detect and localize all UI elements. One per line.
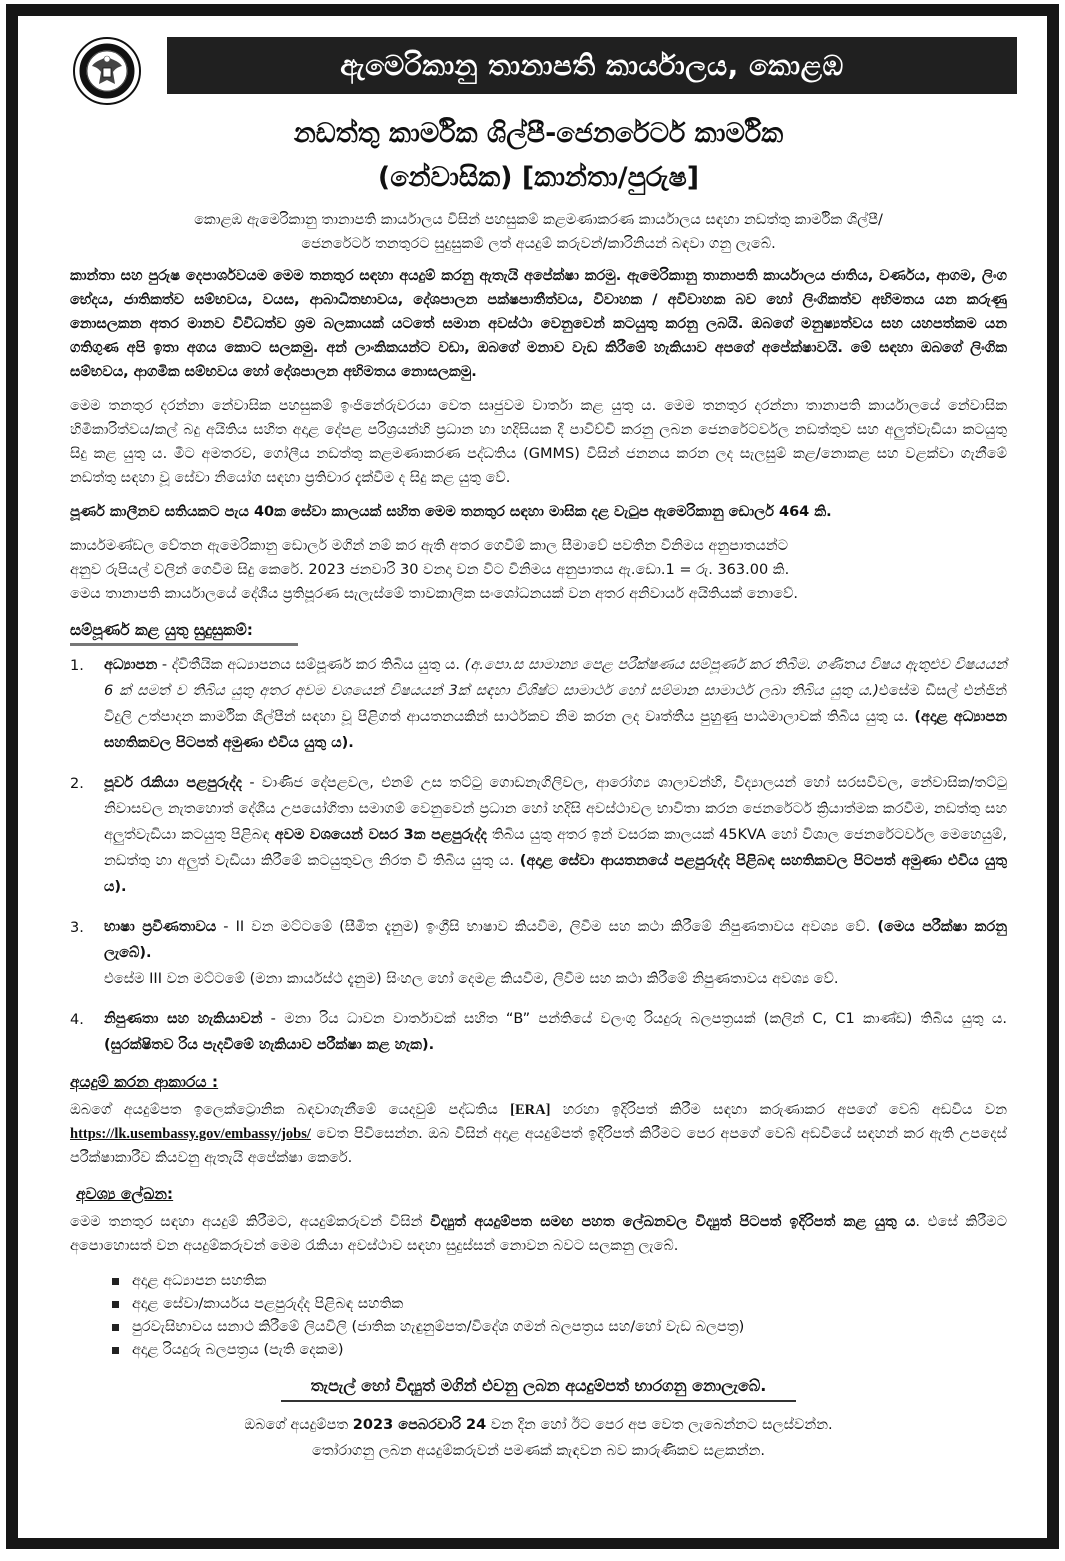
page-body xyxy=(18,16,1047,1538)
list-item-text: අදාළ රියදුරු බලපත්‍රය (පැති දෙකම) xyxy=(132,1342,344,1358)
how-to-apply-heading-wrap xyxy=(70,1072,1007,1092)
deadline-date: 2023 පෙබරවාරි 24 xyxy=(352,1417,487,1433)
list-item-text: පුරවැසිභාවය සනාථ කිරීමේ ලියවිලි (ජාතික හැඳුනුම්පත/විදේශ ගමන් බලපත්‍රය සහ/හෝ වැඩ බලපත්‍ර) xyxy=(132,1319,745,1335)
equal-opportunity-paragraph: කාන්තා සහ පුරුෂ දෙපාර්ශවයම මෙම තනතුර සඳහා අයදුම් කරනු ඇතැයි අපේක්ෂා කරමු. ඇමෙරිකානු තානාපති කාර්යාලය ජාතිය, වර්ණය, ආගම, ලිංග භේදය, ජාතිකත්ව සම්භවය, වයස, ආබාධිතභාවය, දේශපාලන පක්ෂපාතීත්වය, විවාහක / අවිවාහක බව හෝ ලිංගිකත්ව අභිමතය යන කරුණු නොසලකන අතර මානව විවිධත්ව ශ්‍රම බලකායක් යටතේ සමාන අවස්ථා වෙනුවෙන් කටයුතු කරනු ලබයි. ඔබගේ මනුෂ්‍යත්වය සහ යහපත්කම යන ගතිගුණ අපි ඉතා අගය කොට සලකමු. අන් ලාංකිකයන්ට වඩා, ඔබගේ මනාව වැඩ කිරීමේ හැකියාව අපගේ අපේක්ෂාවයි. මේ සඳහා ඔබගේ ලිංගික සම්භවය, ආගමික සම්භවය හෝ දේශපාලන අභිමතය නොසලකමු. xyxy=(70,268,1007,380)
documents-heading-wrap xyxy=(76,1184,1007,1204)
embassy-banner: ඇමෙරිකානු තානාපති කාර්යාලය, කොළඹ xyxy=(167,37,1017,94)
bullet-square-icon xyxy=(112,1301,119,1308)
how-to-apply-paragraph xyxy=(70,1098,1007,1170)
item-text: - වාණිජ දේපළවල, එනම් උස තට්ටු ගොඩනැගිලිවල, ආරෝග්‍ය ශාලාවන්හි, විද්‍යාලයන් හෝ සරසවිවල, නේවාසික/තට්ටු නිවාසවල නැතහොත් දේශීය උපයෝගිතා සමාගම් වෙනුවෙන් ප්‍රධාන හෝ හදිසි අවස්ථාවල භාවිතා කරන ජෙනරේටර් ක්‍රියාත්මක කරවීම, නඩත්තු සහ අලුත්වැඩියා කටයුතු පිළිබඳ xyxy=(104,775,1007,843)
qualification-item-experience xyxy=(70,770,1007,900)
item-text: - ද්විතීයික අධ්‍යාපනය සම්පූර්ණ කර තිබිය යුතු ය. xyxy=(157,657,465,673)
documents-list xyxy=(112,1270,1007,1362)
qualifications-heading-rule xyxy=(70,643,298,646)
item-title: අධ්‍යාපන xyxy=(104,657,158,673)
documents-text2: . එසේ කිරීමට අපොහොසත් වන අයදුම්කරුවන් මෙම රැකියා අවස්ථාව සඳහා සුදුස්සන් නොවන බවට සලකනු ලැබේ. xyxy=(70,1214,1007,1254)
item-text2: තිබිය යුතු අතර ඉන් වසරක කාලයක් 45KVA හෝ විශාල ජෙනරේටර්වල මෙහෙයුම්, නඩත්තු හා අලුත් වැඩියා කිරීමේ කටයුතුවල නිරත වී තිබිය යුතු ය. xyxy=(104,827,1007,869)
item-number: 3. xyxy=(70,920,84,936)
qualifications-heading-wrap xyxy=(70,620,1007,646)
documents-paragraph xyxy=(70,1210,1007,1258)
item-number: 1. xyxy=(70,658,84,674)
item-title: නිපුණතා සහ හැකියාවන් xyxy=(104,1011,263,1027)
exchange-line1: කාර්යමණ්ඩල වේතන ඇමෙරිකානු ඩොලර් මගින් නම් කර ඇති අතර ගෙවීම් කාල සීමාවේ පවතින විනිමය අනුපාතයන්ට xyxy=(70,538,789,554)
list-item-text: අදාළ අධ්‍යාපන සහතික xyxy=(132,1273,267,1289)
list-item-text: අදාළ සේවා/කාර්යය පළපුරුද්ද පිළිබඳ සහතික xyxy=(132,1296,404,1312)
item-italic-note: (අ.පො.ස සාමාන්‍ය පෙළ පරීක්ෂණය සම්පූර්ණ කර තිබීම. ගණිතය විෂය ඇතුළුව විෂයයන් 6 ක් සමත් ව තිබිය යුතු අතර අවම වශයෙන් විෂයයන් 3ක් සඳහා විශිෂ්ට සාමාර්ථ හෝ සම්මාන සාමාර්ථ ලබා තිබිය යුතු ය.) xyxy=(104,657,1007,699)
salary-paragraph: පූර්ණ කාලීනව සතියකට පැය 40ක සේවා කාලයක් සහිත මෙම තනතුර සඳහා මාසික දළ වැටුප ඇමෙරිකානු ඩොලර් 464 කි. xyxy=(70,504,832,520)
item-title: භාෂා ප්‍රවීණතාවය xyxy=(104,919,217,935)
intro-paragraph xyxy=(70,208,1007,256)
footer-paragraph xyxy=(70,1412,1007,1464)
bullet-square-icon xyxy=(112,1278,119,1285)
item-body xyxy=(104,770,1007,900)
deadline-line xyxy=(70,1412,1007,1438)
item-body xyxy=(104,652,1007,756)
jobs-website-link[interactable]: https://lk.usembassy.gov/embassy/jobs/ xyxy=(70,1126,311,1142)
intro-line2: ජෙනරේටර් තනතුරට සුදුසුකම් ලත් අයදුම් කරුවන්/කාරිනියන් බඳවා ගනු ලැබේ. xyxy=(301,236,776,252)
qualification-item-skills xyxy=(70,1006,1007,1058)
deadline-text-b: වන දින හෝ ඊට පෙර අප වෙත ලැබෙන්නට සලස්වන්න. xyxy=(486,1417,833,1433)
item-body xyxy=(104,914,1007,992)
apply-text2: හරහා ඉදිරිපත් කිරීම සඳහා කරුණාකර අපගේ වෙබ් අඩවිය වන xyxy=(550,1102,1007,1118)
no-mail-notice-wrap xyxy=(70,1376,1007,1402)
list-item xyxy=(112,1293,1007,1316)
embassy-seal-logo xyxy=(72,36,142,106)
exchange-line3: මෙය තානාපති කාර්යාලයේ දේශීය ප්‍රතිපූරණ සැලැස්මේ තාවකාලික සංශෝධනයක් වන අතර අනිවාර්ය අයිතියක් නොවේ. xyxy=(70,586,799,602)
how-to-apply-heading: අයදුම් කරන ආකාරය : xyxy=(70,1073,219,1091)
job-title xyxy=(70,112,1007,200)
item-note: (සුරක්ෂිතව රිය පැදවීමේ හැකියාව පරීක්ෂා කළ හැක). xyxy=(104,1037,435,1053)
no-mail-notice: තැපැල් හෝ විද්‍යුත් මගින් එවනු ලබන අයදුම්පත් භාරගනු නොලැබේ. xyxy=(281,1376,797,1402)
list-item xyxy=(112,1316,1007,1339)
item-text2: එසේම ඩීසල් එන්ජින් විදුලි උත්පාදන කාර්මික ශිල්පීන් සඳහා වූ පිළිගත් ආයතනයකින් සාර්ථකව නිම කරන ලද වෘත්තීය පුහුණු පාඨමාලාවක් තිබිය යුතු ය. xyxy=(104,683,1007,725)
exchange-line2: අනුව රුපියල් වලින් ගෙවීම සිදු කෙරේ. 2023 ජනවාරි 30 වනදා වන විට විනිමය අනුපාතය ඇ.ඩො.1 = රු. 363.00 කි. xyxy=(70,562,790,578)
apply-text3: වෙත පිවිසෙන්න. ඔබ විසින් අදාළ අයදුම්පත් ඉදිරිපත් කිරීමට පෙර අපගේ වෙබ් අඩවියේ සඳහන් කර ඇති උපදෙස් පරීක්ෂාකාරීව කියවනු ඇතැයි අපේක්ෂා කෙරේ. xyxy=(70,1126,1007,1166)
bullet-square-icon xyxy=(112,1347,119,1354)
item-note: (අදාළ සේවා ආයතනයේ පළපුරුද්ද පිළිබඳ සහතිකවල පිටපත් අමුණා එවිය යුතු ය). xyxy=(104,853,1007,895)
deadline-text-a: ඔබගේ අයදුම්පත xyxy=(244,1417,353,1433)
header-row xyxy=(70,36,1007,102)
bullet-square-icon xyxy=(112,1324,119,1331)
item-note: (මෙය පරීක්ෂා කරනු ලැබේ). xyxy=(104,919,1007,961)
item-title: පූර්ව රැකියා පළපුරුද්ද xyxy=(104,775,242,791)
item-bold-mid: අවම වශයෙන් වසර 3ක පළපුරුද්ද xyxy=(274,827,487,843)
item-number: 2. xyxy=(70,776,84,792)
duties-paragraph: මෙම තනතුර දරන්නා නේවාසික පහසුකම් ඉංජිනේරුවරයා වෙත සෘජුවම වාර්තා කළ යුතු ය. මෙම තනතුර දරන්නා තානාපති කාර්යාලයේ නේවාසික හිමිකාරිත්වය/කල් බදු අයිතිය සහිත අදාළ දේපළ පරිශ්‍රයන්හි ප්‍රධාන හා හදිසියක දී පාවිච්චි කරනු ලබන ජෙනරේටර්වල නඩත්තුව සහ අලුත්වැඩියා කටයුතු සිදු කළ යුතු ය. මීට අමතරව, ගෝලීය නඩත්තු කළමණාකරණ පද්ධතිය (GMMS) විසින් ජනනය කරන ලද සැලසුම් කළ/නොකළ සහ වළක්වා ගැනීමේ නඩත්තු සඳහා වූ සේවා නියෝග සඳහා ප්‍රතිචාර දැක්වීම ද සිදු කළ යුතු වේ. xyxy=(70,398,1007,486)
apply-text1: ඔබගේ අයදුම්පත ඉලෙක්ට්‍රොනික බඳවාගැනීමේ යෙදවුම් පද්ධතිය xyxy=(70,1102,511,1118)
item-text3: එසේම III වන මට්ටමේ (මනා කාර්යස්ථ දැනුම) සිංහල හෝ දෙමළ කියවීම, ලිවීම සහ කථා කිරීමේ නිපුණතාවය අවශ්‍ය වේ. xyxy=(104,971,839,987)
qualifications-heading: සම්පූර්ණ කළ යුතු සුදුසුකම්: xyxy=(70,621,253,639)
documents-text1: මෙම තනතුර සඳහා අයදුම් කිරීමට, අයදුම්කරුවන් විසින් xyxy=(70,1214,431,1230)
job-title-line2: (නේවාසික) [කාන්තා/පුරුෂ] xyxy=(377,162,700,193)
shortlist-line: තෝරාගනු ලබන අයදුම්කරුවන් පමණක් කැඳවන බව කාරුණිකව සළකන්න. xyxy=(312,1443,765,1459)
item-text: - මනා රිය ධාවන වාර්තාවක් සහිත “B” පන්තියේ වලංගු රියදුරු බලපත්‍රයක් (කලින් C, C1 කාණ්ඩ) තිබිය යුතු ය. xyxy=(262,1011,1007,1027)
qualification-item-language xyxy=(70,914,1007,992)
era-label: [ERA] xyxy=(510,1102,551,1118)
job-title-line1: නඩත්තු කාර්මික ශිල්පී-ජෙනරේටර් කාර්මික xyxy=(293,118,784,149)
qualification-item-education xyxy=(70,652,1007,756)
item-number: 4. xyxy=(70,1012,84,1028)
intro-line1: කොළඹ ඇමෙරිකානු තානාපති කාර්යාලය විසින් පහසුකම් කළමණාකරණ කාර්යාලය සඳහා නඩත්තු කාර්මික ශිල්පී/ xyxy=(194,212,883,228)
page-frame xyxy=(6,4,1059,1549)
documents-heading: අවශ්‍ය ලේඛන: xyxy=(76,1185,174,1203)
exchange-rate-paragraph xyxy=(70,534,1007,606)
item-note: (අදාළ අධ්‍යාපන සහතිකවල පිටපත් අමුණා එවිය යුතු ය). xyxy=(104,709,1007,751)
documents-bold: විද්‍යුත් අයදුම්පත සමඟ පහත ලේඛනවල විද්‍යුත් පිටපත් ඉදිරිපත් කළ යුතු ය xyxy=(430,1214,916,1230)
list-item xyxy=(112,1339,1007,1362)
item-text: - II වන මට්ටමේ (සීමිත දැනුම) ඉංග්‍රීසි භාෂාව කියවීම, ලිවීම සහ කථා කිරීමේ නිපුණතාවය අවශ්‍ය වේ. xyxy=(216,919,878,935)
item-body xyxy=(104,1006,1007,1058)
list-item xyxy=(112,1270,1007,1293)
